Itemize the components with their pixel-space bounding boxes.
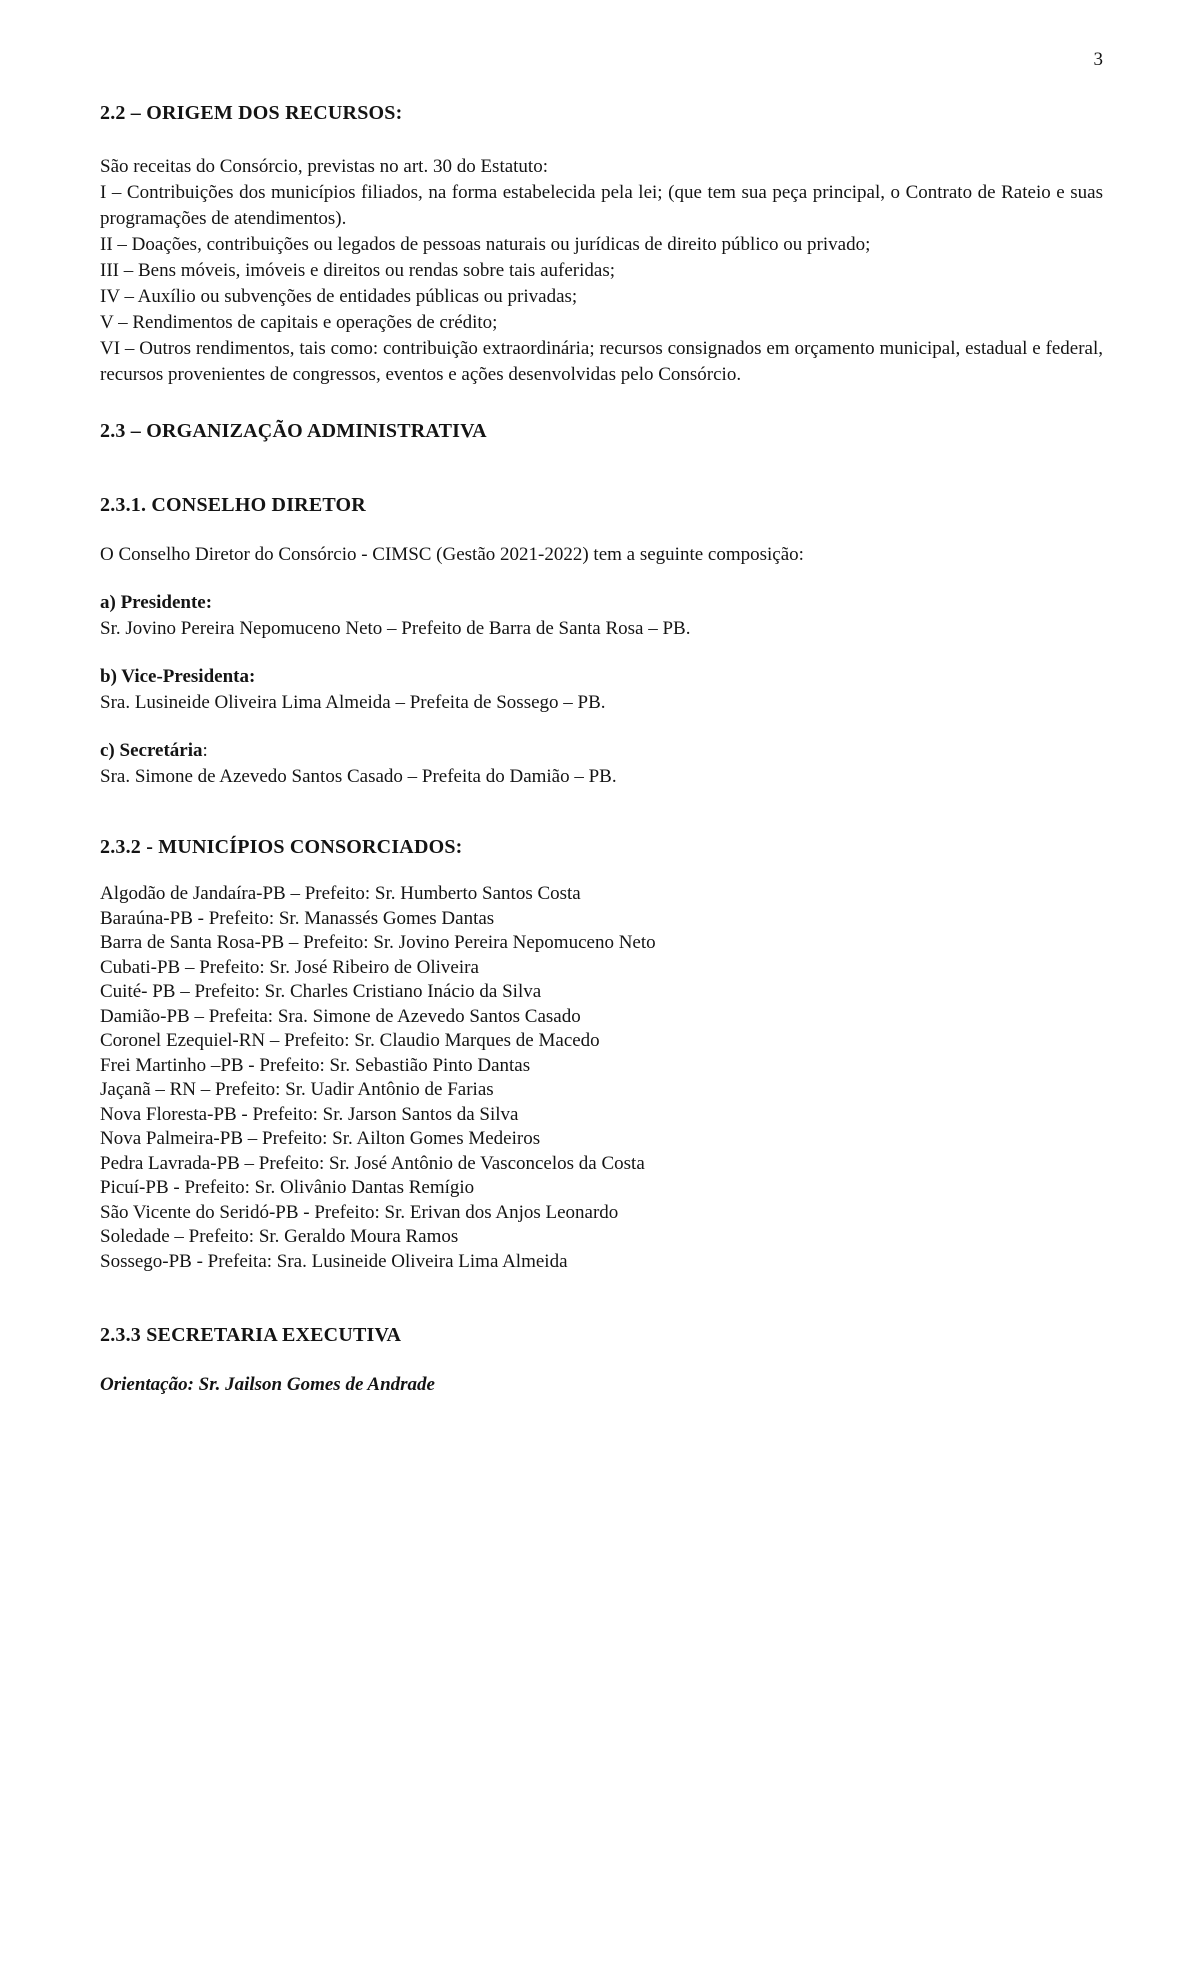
municipality-line: Nova Palmeira-PB – Prefeito: Sr. Ailton Gomes Medeiros	[100, 1128, 541, 1149]
officer-entry-president	[100, 590, 1103, 642]
paragraph-item-5: V – Rendimentos de capitais e operações de crédito;	[100, 312, 498, 333]
section-2-3-heading: 2.3 – ORGANIZAÇÃO ADMINISTRATIVA	[100, 420, 487, 442]
officer-entry-secretary	[100, 738, 1103, 790]
municipality-line: Frei Martinho –PB - Prefeito: Sr. Sebastião Pinto Dantas	[100, 1054, 531, 1076]
paragraph-item-3: III – Bens móveis, imóveis e direitos ou rendas sobre tais auferidas;	[100, 260, 615, 281]
municipality-line: Damião-PB – Prefeita: Sra. Simone de Azevedo Santos Casado	[100, 1005, 581, 1027]
municipality-line: São Vicente do Seridó-PB - Prefeito: Sr. Erivan dos Anjos Leonardo	[100, 1201, 619, 1223]
section-2-2-body	[100, 154, 1103, 388]
municipality-line: Coronel Ezequiel-RN – Prefeito: Sr. Claudio Marques de Macedo	[100, 1030, 600, 1051]
officer-name: Sr. Jovino Pereira Nepomuceno Neto – Prefeito de Barra de Santa Rosa – PB.	[100, 618, 691, 639]
paragraph-item-4: IV – Auxílio ou subvenções de entidades públicas ou privadas;	[100, 286, 578, 307]
municipality-line: Soledade – Prefeito: Sr. Geraldo Moura Ramos	[100, 1226, 459, 1247]
municipality-line: Cubati-PB – Prefeito: Sr. José Ribeiro de Oliveira	[100, 956, 479, 978]
section-2-3-1-heading: 2.3.1. CONSELHO DIRETOR	[100, 494, 366, 516]
officer-label-line	[100, 738, 1103, 764]
municipality-line: Cuité- PB – Prefeito: Sr. Charles Cristiano Inácio da Silva	[100, 981, 542, 1002]
municipality-list	[100, 882, 1103, 1274]
municipality-line: Baraúna-PB - Prefeito: Sr. Manassés Gomes Dantas	[100, 907, 495, 929]
officer-label-line	[100, 664, 1103, 690]
officer-entry-vice-president	[100, 664, 1103, 716]
page-number: 3	[1093, 49, 1103, 70]
orientation-line: Orientação: Sr. Jailson Gomes de Andrade	[100, 1374, 435, 1395]
officer-name: Sra. Simone de Azevedo Santos Casado – Prefeita do Damião – PB.	[100, 766, 617, 787]
officer-label: b) Vice-Presidenta:	[100, 666, 256, 687]
municipality-line: Nova Floresta-PB - Prefeito: Sr. Jarson Santos da Silva	[100, 1103, 519, 1125]
officer-label: a) Presidente:	[100, 592, 213, 613]
paragraph-item-6: VI – Outros rendimentos, tais como: contribuição extraordinária; recursos consignados em orçamento municipal, estadual e federal, recursos provenientes de congressos, eventos e ações desenvolvidas pelo Consórcio.	[100, 338, 1103, 385]
paragraph-item-2: II – Doações, contribuições ou legados de pessoas naturais ou jurídicas de direito público ou privado;	[100, 234, 871, 255]
section-2-2-heading: 2.2 – ORIGEM DOS RECURSOS:	[100, 102, 403, 124]
officer-name: Sra. Lusineide Oliveira Lima Almeida – Prefeita de Sossego – PB.	[100, 692, 606, 713]
officer-label-suffix: :	[202, 740, 208, 761]
municipality-line: Jaçanã – RN – Prefeito: Sr. Uadir Antônio de Farias	[100, 1079, 494, 1100]
section-2-3-2-heading: 2.3.2 - MUNICÍPIOS CONSORCIADOS:	[100, 836, 463, 858]
officer-label: c) Secretária	[100, 740, 203, 761]
paragraph-item-1: I – Contribuições dos municípios filiados, na forma estabelecida pela lei; (que tem sua peça principal, o Contrato de Rateio e suas programações de atendimentos).	[100, 182, 1103, 229]
municipality-line: Picuí-PB - Prefeito: Sr. Olivânio Dantas Remígio	[100, 1177, 475, 1198]
municipality-line: Pedra Lavrada-PB – Prefeito: Sr. José Antônio de Vasconcelos da Costa	[100, 1152, 645, 1174]
municipality-line: Algodão de Jandaíra-PB – Prefeito: Sr. Humberto Santos Costa	[100, 883, 581, 904]
municipality-line: Sossego-PB - Prefeita: Sra. Lusineide Oliveira Lima Almeida	[100, 1250, 568, 1272]
section-2-3-3-heading: 2.3.3 SECRETARIA EXECUTIVA	[100, 1324, 402, 1346]
municipality-line: Barra de Santa Rosa-PB – Prefeito: Sr. Jovino Pereira Nepomuceno Neto	[100, 932, 656, 953]
council-intro: O Conselho Diretor do Consórcio - CIMSC (Gestão 2021-2022) tem a seguinte composição:	[100, 544, 804, 565]
paragraph-intro: São receitas do Consórcio, previstas no art. 30 do Estatuto:	[100, 156, 548, 177]
officer-label-line	[100, 590, 1103, 616]
